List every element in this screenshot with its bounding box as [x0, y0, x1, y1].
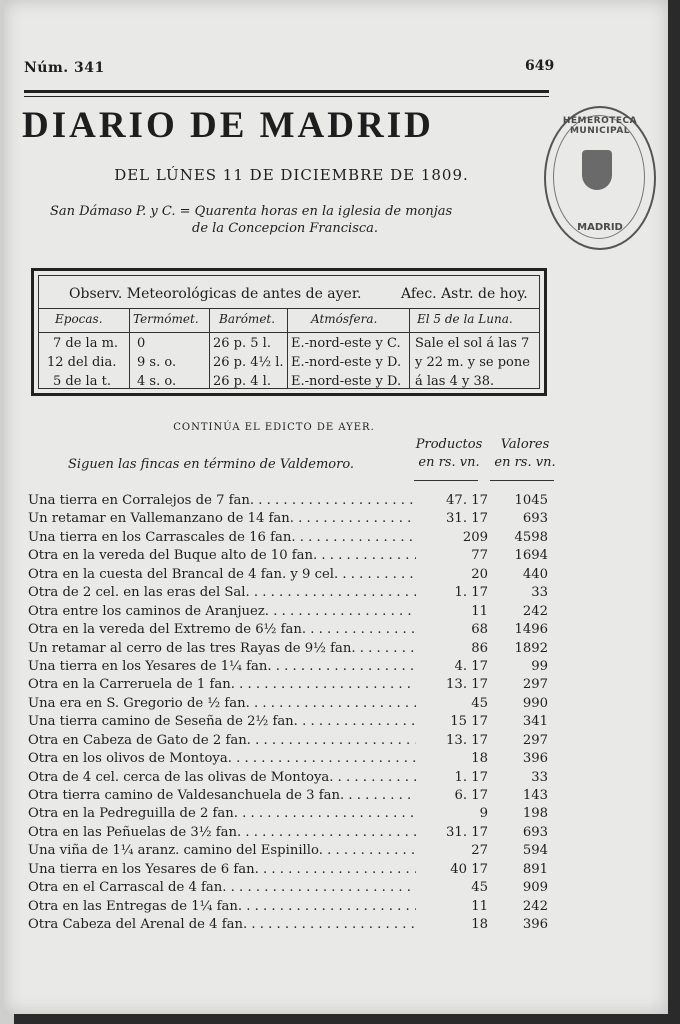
- property-productos: 1. 17: [454, 585, 488, 601]
- property-row: [28, 751, 558, 769]
- property-row: [28, 714, 558, 732]
- property-row: [28, 677, 558, 695]
- property-description: Otra en las Peñuelas de 3½ fan. . . .: [28, 825, 416, 840]
- property-productos: 9: [479, 806, 488, 822]
- coat-of-arms-icon: [582, 150, 612, 190]
- meteo-col-divider: [287, 309, 288, 388]
- meteo-col-baromet: Barómet.: [219, 312, 276, 326]
- property-productos: 11: [471, 603, 488, 619]
- saint-line-1: San Dámaso P. y C. = Quarenta horas en la iglesia de monjas: [50, 204, 453, 219]
- meteo-luna-line: Sale el sol á las 7: [415, 336, 530, 351]
- property-valor: 396: [522, 917, 548, 933]
- property-valor: 909: [522, 880, 548, 896]
- section-continuation: CONTINÚA EL EDICTO DE AYER.: [173, 422, 375, 433]
- property-row: [28, 641, 558, 659]
- meteo-termo-cell: 9 s. o.: [137, 355, 177, 370]
- meteo-epoca-cell: 7 de la m.: [53, 336, 119, 351]
- meteo-col-termomet: Termómet.: [133, 312, 199, 326]
- property-productos: 6. 17: [454, 788, 488, 803]
- meteo-baro-cell: 26 p. 4 l.: [213, 374, 271, 389]
- property-row: [28, 770, 558, 788]
- property-description: Otra de 2 cel. en las eras del Sal. . . .: [28, 585, 416, 600]
- property-productos: 40 17: [450, 861, 488, 877]
- property-row: [28, 585, 558, 603]
- property-row: [28, 917, 558, 935]
- property-productos: 4. 17: [454, 658, 488, 674]
- column-rule: [414, 480, 478, 481]
- saint-of-day: [50, 203, 540, 237]
- property-valor: 242: [522, 603, 548, 619]
- property-productos: 20: [471, 566, 488, 582]
- property-description: Una era en S. Gregorio de ½ fan. . . .: [28, 696, 416, 711]
- meteo-divider-header: [39, 332, 539, 333]
- property-description: Una viña de 1¼ aranz. camino del Espinillo. . . .: [28, 843, 416, 858]
- property-row: [28, 659, 558, 677]
- property-row: [28, 862, 558, 880]
- property-description: Una tierra en los Yesares de 1¼ fan. . . .: [28, 659, 416, 674]
- property-productos: 68: [471, 622, 488, 638]
- property-valor: 1694: [514, 548, 548, 564]
- property-description: Otra entre los caminos de Aranjuez. . . .: [28, 604, 416, 619]
- property-valor: 440: [522, 566, 548, 582]
- column-header-productos-line2: en rs. vn.: [418, 455, 480, 470]
- property-productos: 209: [462, 529, 488, 545]
- property-description: Un retamar al cerro de las tres Rayas de 9½ fan. . . .: [28, 641, 416, 656]
- property-row: [28, 696, 558, 714]
- meteo-title-right: Afec. Astr. de hoy.: [401, 286, 528, 302]
- meteo-col-divider: [129, 309, 130, 388]
- property-productos: 47. 17: [446, 493, 488, 508]
- property-row: [28, 899, 558, 917]
- meteo-col-divider: [409, 309, 410, 388]
- meteo-baro-cell: 26 p. 5 l.: [213, 336, 271, 351]
- property-productos: 13. 17: [446, 677, 488, 693]
- property-row: [28, 493, 558, 511]
- property-valor: 990: [522, 695, 548, 711]
- meteo-luna-line: á las 4 y 38.: [415, 374, 495, 389]
- property-row: [28, 825, 558, 843]
- property-valor: 891: [522, 861, 548, 877]
- column-header-valores-line2: en rs. vn.: [494, 455, 556, 470]
- meteo-title-left: Observ. Meteorológicas de antes de ayer.: [69, 286, 362, 302]
- property-description: Una tierra en Corralejos de 7 fan. . . .: [28, 493, 416, 508]
- property-valor: 143: [522, 788, 548, 803]
- property-list: [28, 493, 558, 936]
- meteo-col-divider: [209, 309, 210, 388]
- meteo-atmos-cell: E.-nord-este y D.: [291, 374, 402, 389]
- property-productos: 77: [471, 548, 488, 564]
- property-valor: 297: [522, 677, 548, 693]
- meteo-termo-cell: 0: [137, 336, 146, 351]
- property-valor: 4598: [514, 529, 548, 545]
- page-number: 649: [525, 58, 555, 74]
- property-valor: 1892: [514, 640, 548, 656]
- property-description: Otra de 4 cel. cerca de las olivas de Montoya. . . .: [28, 770, 416, 785]
- property-row: [28, 843, 558, 861]
- column-rule: [490, 480, 554, 481]
- property-description: Otra en la vereda del Extremo de 6½ fan. . . .: [28, 622, 416, 637]
- property-description: Una tierra en los Yesares de 6 fan. . . .: [28, 862, 416, 877]
- property-row: [28, 530, 558, 548]
- property-valor: 693: [522, 824, 548, 840]
- property-description: Una tierra en los Carrascales de 16 fan. . . .: [28, 530, 416, 545]
- meteo-col-epocas: Epocas.: [55, 312, 103, 326]
- property-row: [28, 788, 558, 806]
- property-valor: 99: [531, 658, 548, 674]
- meteo-col-atmosfera: Atmósfera.: [311, 312, 378, 326]
- property-valor: 33: [531, 769, 548, 785]
- property-description: Un retamar en Vallemanzano de 14 fan. . . .: [28, 511, 416, 526]
- property-description: Otra en el Carrascal de 4 fan. . . .: [28, 880, 416, 895]
- property-row: [28, 733, 558, 751]
- meteo-epoca-cell: 5 de la t.: [53, 374, 111, 389]
- property-description: Otra en las Entregas de 1¼ fan. . . .: [28, 899, 416, 914]
- issue-number: Núm. 341: [24, 60, 105, 76]
- property-productos: 86: [471, 640, 488, 656]
- property-description: Otra en la vereda del Buque alto de 10 fan. . . .: [28, 548, 416, 563]
- property-description: Otra en los olivos de Montoya. . . .: [28, 751, 416, 766]
- property-valor: 396: [522, 751, 548, 767]
- property-valor: 1496: [514, 622, 548, 638]
- dateline: DEL LÚNES 11 DE DICIEMBRE DE 1809.: [114, 166, 469, 184]
- property-productos: 45: [471, 695, 488, 711]
- property-row: [28, 806, 558, 824]
- property-productos: 18: [471, 751, 488, 767]
- meteo-atmos-cell: E.-nord-este y D.: [291, 355, 402, 370]
- property-description: Una tierra camino de Seseña de 2½ fan. . . .: [28, 714, 416, 729]
- property-productos: 31. 17: [446, 511, 488, 527]
- header-rule-thick: [24, 90, 549, 93]
- property-productos: 31. 17: [446, 824, 488, 840]
- property-productos: 1. 17: [454, 769, 488, 785]
- newspaper-page: [4, 0, 668, 1014]
- meteo-col-luna: El 5 de la Luna.: [417, 312, 513, 326]
- property-productos: 11: [471, 898, 488, 914]
- meteo-baro-cell: 26 p. 4½ l.: [213, 355, 284, 370]
- section-subtitle: Siguen las fincas en término de Valdemoro.: [68, 457, 355, 472]
- property-valor: 33: [531, 585, 548, 601]
- stamp-bottom-text: MADRID: [577, 222, 623, 233]
- property-description: Otra en la cuesta del Brancal de 4 fan. y 9 cel. . . .: [28, 567, 416, 582]
- column-header-productos: [414, 436, 484, 472]
- property-productos: 15 17: [450, 714, 488, 730]
- property-row: [28, 604, 558, 622]
- stamp-top-text: HEMEROTECA MUNICIPAL: [562, 116, 638, 136]
- property-productos: 27: [471, 843, 488, 859]
- property-valor: 594: [522, 843, 548, 859]
- meteo-luna-line: y 22 m. y se pone: [415, 355, 530, 370]
- property-valor: 1045: [514, 493, 548, 508]
- property-valor: 341: [522, 714, 548, 730]
- meteorological-table-inner: [38, 275, 540, 389]
- meteo-termo-cell: 4 s. o.: [137, 374, 177, 389]
- property-row: [28, 548, 558, 566]
- property-description: Otra en la Pedreguilla de 2 fan. . . .: [28, 806, 416, 821]
- meteo-atmos-cell: E.-nord-este y C.: [291, 336, 401, 351]
- property-description: Otra tierra camino de Valdesanchuela de 3 fan. . . .: [28, 788, 416, 803]
- property-row: [28, 567, 558, 585]
- property-row: [28, 622, 558, 640]
- property-valor: 297: [522, 732, 548, 748]
- property-productos: 45: [471, 880, 488, 896]
- property-valor: 693: [522, 511, 548, 527]
- property-row: [28, 511, 558, 529]
- saint-line-2: de la Concepcion Francisca.: [192, 221, 379, 236]
- property-productos: 13. 17: [446, 732, 488, 748]
- column-header-valores: [490, 436, 560, 472]
- property-row: [28, 880, 558, 898]
- header-rule-thin: [24, 96, 549, 97]
- meteorological-table: [31, 268, 547, 396]
- library-stamp: [544, 106, 656, 250]
- property-productos: 18: [471, 917, 488, 933]
- property-valor: 242: [522, 898, 548, 914]
- column-header-productos-line1: Productos: [415, 437, 483, 452]
- meteo-divider-top: [39, 308, 539, 309]
- masthead-title: DIARIO DE MADRID: [22, 105, 434, 146]
- property-description: Otra Cabeza del Arenal de 4 fan. . . .: [28, 917, 416, 932]
- property-description: Otra en la Carreruela de 1 fan. . . .: [28, 677, 416, 692]
- property-valor: 198: [522, 806, 548, 822]
- column-header-valores-line1: Valores: [500, 437, 550, 452]
- property-description: Otra en Cabeza de Gato de 2 fan. . . .: [28, 733, 416, 748]
- meteo-epoca-cell: 12 del dia.: [47, 355, 117, 370]
